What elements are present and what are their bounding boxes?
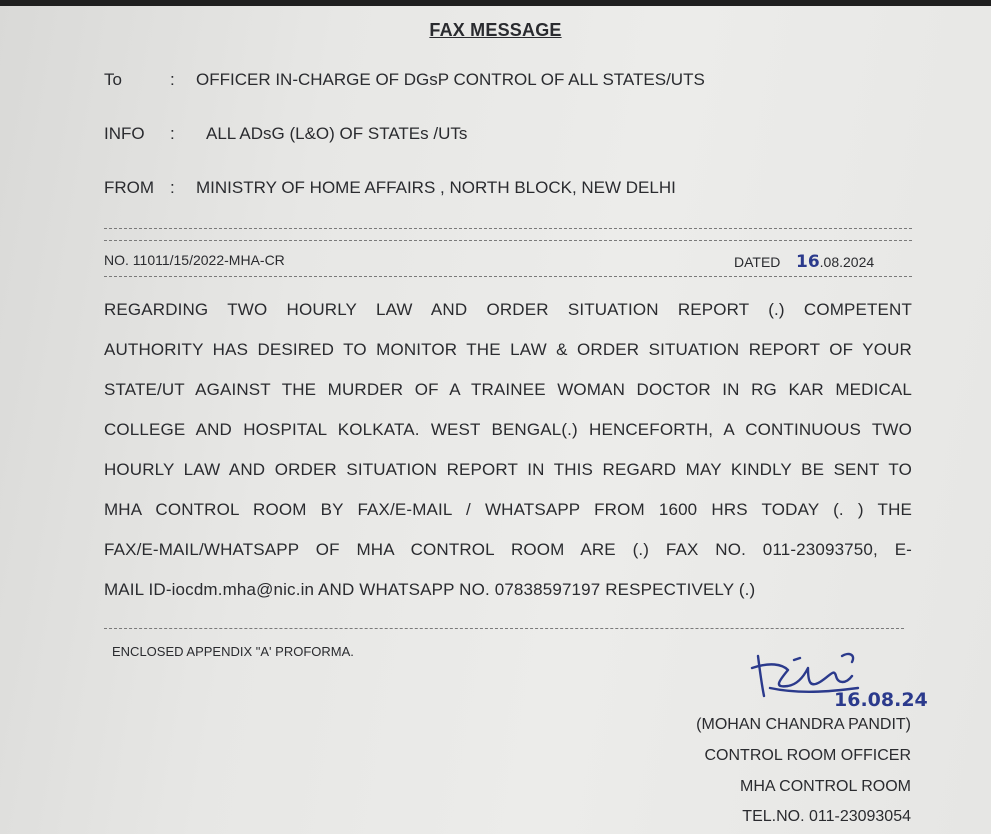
info-label: INFO [104,124,145,143]
signatory-name: (MOHAN CHANDRA PANDIT) [696,716,911,733]
enclosure-note: ENCLOSED APPENDIX "A' PROFORMA. [112,644,354,659]
dated-label: DATED [734,254,781,270]
to-label: To [104,70,122,89]
signed-date: 16.08.24 [834,689,928,711]
to-row [104,70,705,90]
body-line-4: COLLEGE AND HOSPITAL KOLKATA. WEST BENGAL(.) HENCEFORTH, A CONTINUOUS TWO [104,420,912,439]
dated-month-year: .08.2024 [819,254,875,270]
divider-top [104,228,912,229]
divider-bottom [104,628,904,629]
top-edge [0,0,991,6]
handwritten-signature [748,642,958,722]
document-title: FAX MESSAGE [429,20,562,40]
body-line-6: MHA CONTROL ROOM BY FAX/E-MAIL / WHATSAPP FROM 1600 HRS TODAY (. ) THE [104,500,912,519]
to-colon: : [170,70,175,89]
signatory-phone: TEL.NO. 011-23093054 [742,808,911,825]
from-row [104,178,676,198]
from-value: MINISTRY OF HOME AFFAIRS , NORTH BLOCK, NEW DELHI [196,178,676,197]
info-value: ALL ADsG (L&O) OF STATEs /UTs [206,124,468,143]
body-line-5: HOURLY LAW AND ORDER SITUATION REPORT IN THIS REGARD MAY KINDLY BE SENT TO [104,460,912,479]
divider-top-2 [104,240,912,241]
divider-ref [104,276,912,277]
body-line-3: STATE/UT AGAINST THE MURDER OF A TRAINEE WOMAN DOCTOR IN RG KAR MEDICAL [104,380,912,399]
to-value: OFFICER IN-CHARGE OF DGsP CONTROL OF ALL STATES/UTS [196,70,705,89]
reference-number: NO. 11011/15/2022-MHA-CR [104,252,285,268]
from-colon: : [170,178,175,197]
signatory-designation: CONTROL ROOM OFFICER [704,747,911,764]
from-label: FROM [104,178,155,197]
body-line-1: REGARDING TWO HOURLY LAW AND ORDER SITUATION REPORT (.) COMPETENT [104,300,912,319]
dated-day-handwritten: 16 [795,252,820,272]
body-line-8: MAIL ID-iocdm.mha@nic.in AND WHATSAPP NO. 07838597197 RESPECTIVELY (.) [104,580,756,599]
signatory-office: MHA CONTROL ROOM [740,778,911,795]
body-line-2: AUTHORITY HAS DESIRED TO MONITOR THE LAW & ORDER SITUATION REPORT OF YOUR [104,340,912,359]
body-line-7: FAX/E-MAIL/WHATSAPP OF MHA CONTROL ROOM ARE (.) FAX NO. 011-23093750, E- [104,540,912,559]
info-row [104,124,467,144]
info-colon: : [170,124,175,143]
dated-field [734,252,874,272]
